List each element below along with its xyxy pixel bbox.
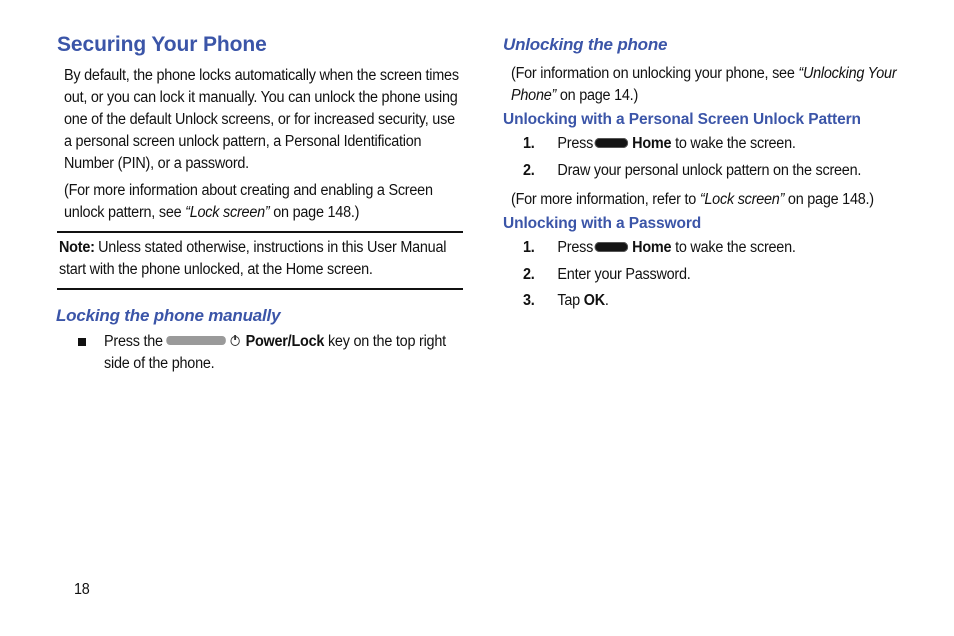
page-number: 18 [74, 581, 90, 598]
step-post: to wake the screen. [675, 135, 796, 152]
power-symbol-icon [231, 336, 240, 346]
pattern-step-2 [523, 160, 895, 182]
power-lock-key-label: Power/Lock [245, 333, 325, 350]
lock-screen-link[interactable]: “Lock screen” [699, 191, 785, 208]
note-text: Unless stated otherwise, instructions in this User Manual start with the phone unlocked, at the Home screen. [59, 239, 447, 278]
step-post: . [604, 292, 609, 309]
step-pre: Tap [557, 292, 580, 309]
unlock-info-pre: (For information on unlocking your phone, see [511, 65, 799, 82]
home-key-label: Home [632, 135, 672, 152]
step-number: 3. [523, 292, 535, 309]
step-number: 2. [523, 162, 535, 179]
step-pre: Press [557, 135, 594, 152]
step-text: Enter your Password. [557, 266, 691, 283]
lock-screen-link[interactable]: “Lock screen” [185, 204, 270, 221]
bullet-square-icon [78, 338, 86, 346]
power-key-icon [167, 336, 227, 345]
home-key-icon [595, 242, 628, 252]
more-info-post: on page 148.) [269, 204, 360, 221]
locking-heading: Locking the phone manually [56, 306, 281, 325]
note-block [59, 237, 464, 281]
pattern-heading: Unlocking with a Personal Screen Unlock Pattern [503, 111, 861, 128]
more-info-paragraph [64, 180, 459, 224]
note-label: Note: [59, 239, 95, 256]
intro-paragraph: By default, the phone locks automatically when the screen times out, or you can lock it manually. You can unlock the phone using one of the default Unlock screens, or for increased security, use a personal screen unlock pattern, a Personal Identification Number (PIN), or a password. [64, 67, 459, 172]
home-key-label: Home [632, 239, 672, 256]
step-text: Draw your personal unlock pattern on the screen. [557, 162, 862, 179]
pattern-info-post: on page 148.) [784, 191, 874, 208]
unlocking-heading: Unlocking the phone [503, 35, 668, 54]
lock-bullet-post: key on the top right side of the phone. [104, 333, 446, 372]
step-pre: Press [557, 239, 594, 256]
password-step-1 [523, 237, 895, 259]
pattern-step-1 [523, 133, 895, 155]
step-post: to wake the screen. [675, 239, 796, 256]
page-title: Securing Your Phone [57, 33, 267, 56]
password-step-2 [523, 264, 895, 286]
password-step-3 [523, 290, 895, 312]
unlocking-your-phone-link[interactable]: “Unlocking Your Phone” [511, 65, 897, 104]
pattern-info-pre: (For more information, refer to [511, 191, 700, 208]
step-number: 1. [523, 239, 535, 256]
ok-key-label: OK [583, 292, 605, 309]
step-number: 2. [523, 266, 535, 283]
note-top-rule [57, 231, 463, 233]
unlock-info-post: on page 14.) [556, 87, 639, 104]
lock-bullet-text [104, 331, 462, 375]
more-info-pre: (For more information about creating and enabling a Screen unlock pattern, see [64, 182, 433, 221]
unlock-info-paragraph [511, 63, 902, 107]
lock-bullet-pre: Press the [104, 333, 163, 350]
note-bottom-rule [57, 288, 463, 290]
pattern-info-paragraph [511, 189, 911, 211]
step-number: 1. [523, 135, 535, 152]
password-heading: Unlocking with a Password [503, 215, 702, 232]
home-key-icon [595, 138, 628, 148]
